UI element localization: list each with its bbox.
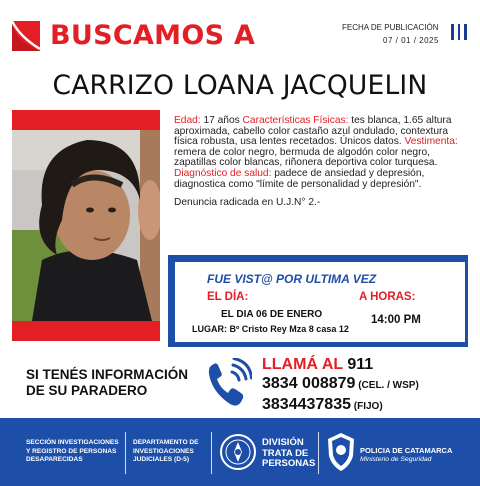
last-seen-day-label: EL DÍA:: [207, 291, 249, 303]
missing-person-name: CARRIZO LOANA JACQUELIN: [52, 70, 428, 101]
clothing-value: remera de color negro, bermuda de algodón color negro, zapatillas color blancas, riñonera deportiva color turquesa.: [174, 146, 438, 169]
cel-note: (CEL. / WSP): [355, 380, 419, 391]
place-label: LUGAR:: [192, 324, 227, 334]
footer-div-line-1: DIVISIÓN: [262, 437, 304, 448]
footer-sec-line-1: SECCIÓN INVESTIGACIONES: [26, 439, 119, 446]
division-seal-icon: [219, 432, 257, 472]
physical-characteristics-value: tes blanca, 1.65 altura aproximada, cabello color castaño azul ondulado, contextura física robusta, usa lentes recetados. Únicos datos.: [174, 115, 452, 148]
footer-divider: [211, 432, 212, 474]
info-line-1: SI TENÉS INFORMACIÓN: [26, 367, 189, 382]
footer-divider: [318, 432, 319, 474]
cel-number[interactable]: 3834 008879: [262, 375, 356, 392]
footer-dep-line-1: DEPARTAMENTO DE: [133, 439, 199, 446]
info-line-2: DE SU PARADERO: [26, 383, 148, 398]
last-seen-time-label: A HORAS:: [359, 291, 416, 303]
health-diagnosis-value: padece de ansiedad y depresión, diagnostica como "límite de personalidad y depresión".: [174, 167, 425, 190]
footer-div-line-3: PERSONAS: [262, 458, 316, 469]
footer-dep-line-3: JUDICIALES (D-5): [133, 456, 190, 464]
phone-icon: [206, 358, 252, 408]
landline-note: (FIJO): [350, 401, 383, 412]
footer-sec-line-3: DESAPARECIDAS: [26, 456, 83, 464]
description-block: [174, 116, 470, 190]
last-seen-title: FUE VIST@ POR ULTIMA VEZ: [207, 272, 377, 286]
footer-divider: [125, 432, 126, 474]
cel-line: [262, 374, 419, 395]
footer-section-investigaciones: [26, 439, 119, 465]
footer-policia: POLICIA DE CATAMARCA: [360, 446, 453, 455]
person-photo: [12, 130, 160, 321]
last-seen-time: 14:00 PM: [371, 314, 421, 326]
footer-departamento: [133, 439, 199, 465]
last-seen-date: EL DIA 06 DE ENERO: [221, 309, 323, 320]
landline-number[interactable]: 3834437835: [262, 396, 351, 413]
footer-division-trata: [262, 438, 315, 470]
menu-bars-icon: [451, 24, 469, 40]
place-value: Bº Cristo Rey Mza 8 casa 12: [227, 324, 349, 334]
call-label: LLAMÁ AL: [262, 356, 343, 373]
age-value: 17 años: [200, 115, 243, 126]
call-block: [262, 355, 419, 416]
footer-dep-line-2: INVESTIGACIONES: [133, 447, 194, 455]
complaint-filed-text: Denuncia radicada en U.J.N° 2.-: [174, 197, 321, 208]
health-diagnosis-label: Diagnóstico de salud:: [174, 167, 272, 179]
footer-div-line-2: TRATA DE: [262, 447, 309, 459]
publication-date: 07 / 01 / 2025: [383, 36, 439, 45]
red-flag-logo-icon: [10, 19, 42, 53]
photo-frame-bottom-bar: [12, 321, 160, 341]
emergency-number[interactable]: 911: [342, 356, 374, 373]
headline: BUSCAMOS A: [50, 20, 256, 51]
photo-frame-top-bar: [12, 110, 160, 130]
publication-date-label: FECHA DE PUBLICACIÓN: [342, 23, 439, 32]
fijo-line: [262, 395, 419, 416]
age-label: Edad:: [174, 115, 201, 126]
police-badge-icon: [326, 432, 356, 472]
info-request-text: [26, 367, 188, 399]
clothing-label: Vestimenta:: [404, 136, 458, 148]
call-line: [262, 355, 419, 374]
footer-ministerio: Ministerio de Seguridad: [360, 456, 432, 463]
physical-characteristics-label: Características Físicas:: [242, 115, 349, 126]
footer-sec-line-2: Y REGISTRO DE PERSONAS: [26, 447, 117, 455]
last-seen-place: [192, 324, 349, 334]
